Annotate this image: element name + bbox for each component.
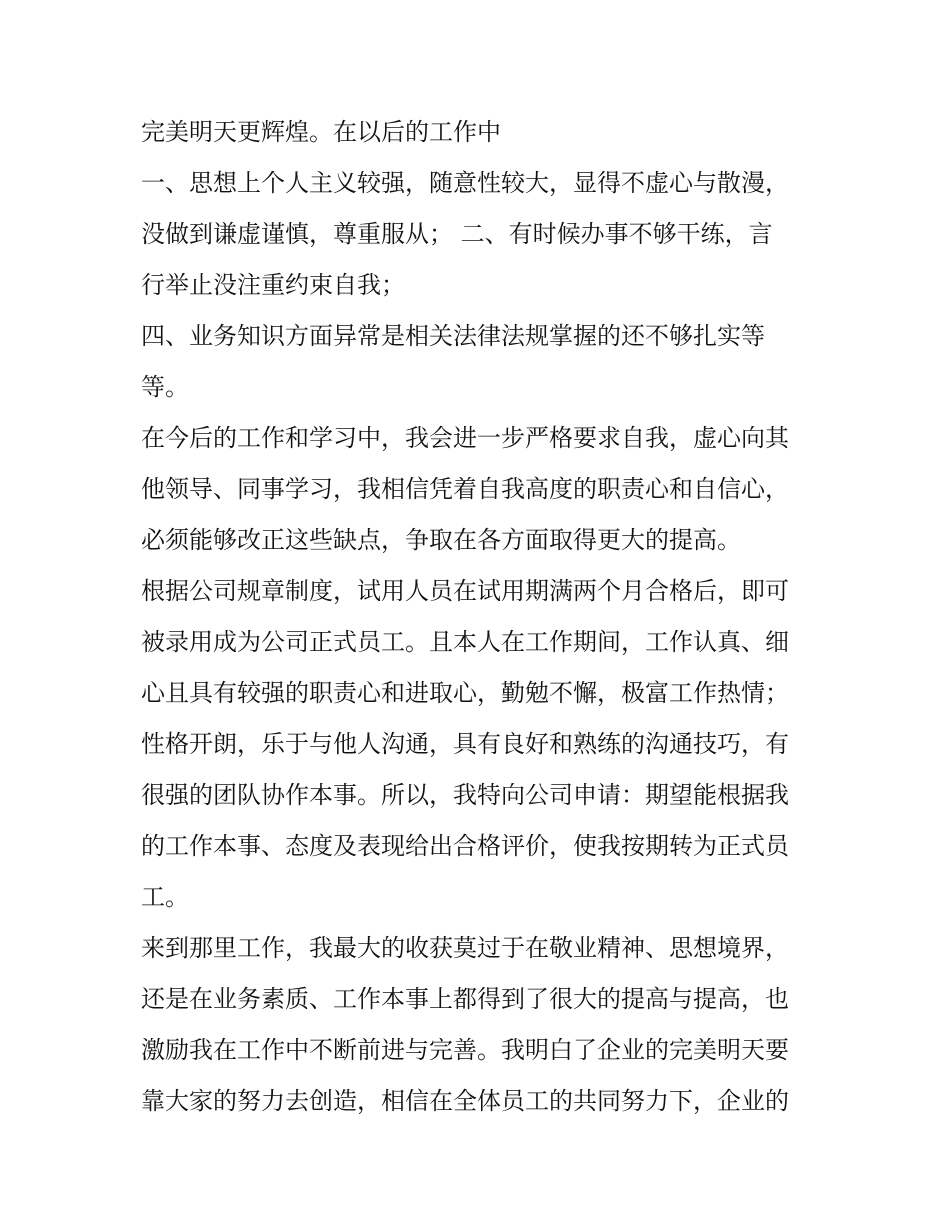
text-line-13: 性格开朗，乐于与他人沟通，具有良好和熟练的沟通技巧，有	[141, 730, 789, 758]
text-line-16: 工。	[141, 883, 189, 911]
text-line-7: 在今后的工作和学习中，我会进一步严格要求自我，虚心向其	[141, 424, 789, 452]
text-line-14: 很强的团队协作本事。所以，我特向公司申请：期望能根据我	[141, 781, 789, 809]
text-line-10: 根据公司规章制度，试用人员在试用期满两个月合格后，即可	[141, 577, 789, 605]
text-line-9: 必须能够改正这些缺点，争取在各方面取得更大的提高。	[141, 526, 741, 554]
text-line-15: 的工作本事、态度及表现给出合格评价，使我按期转为正式员	[141, 832, 789, 860]
text-line-4: 行举止没注重约束自我；	[141, 271, 405, 299]
text-line-6: 等。	[141, 373, 189, 401]
text-line-11: 被录用成为公司正式员工。且本人在工作期间，工作认真、细	[141, 628, 789, 656]
text-line-3: 没做到谦虚谨慎，尊重服从； 二、有时候办事不够干练，言	[141, 220, 773, 248]
document-body	[141, 107, 821, 1127]
text-line-20: 靠大家的努力去创造，相信在全体员工的共同努力下，企业的	[141, 1087, 789, 1115]
text-line-5: 四、业务知识方面异常是相关法律法规掌握的还不够扎实等	[141, 322, 765, 350]
text-line-12: 心且具有较强的职责心和进取心，勤勉不懈，极富工作热情；	[141, 679, 789, 707]
text-line-18: 还是在业务素质、工作本事上都得到了很大的提高与提高，也	[141, 985, 789, 1013]
text-line-2: 一、思想上个人主义较强，随意性较大，显得不虚心与散漫，	[141, 169, 789, 197]
text-line-1: 完美明天更辉煌。在以后的工作中	[141, 118, 501, 146]
text-line-8: 他领导、同事学习，我相信凭着自我高度的职责心和自信心，	[141, 475, 789, 503]
text-line-19: 激励我在工作中不断前进与完善。我明白了企业的完美明天要	[141, 1036, 789, 1064]
text-line-17: 来到那里工作，我最大的收获莫过于在敬业精神、思想境界，	[141, 934, 789, 962]
